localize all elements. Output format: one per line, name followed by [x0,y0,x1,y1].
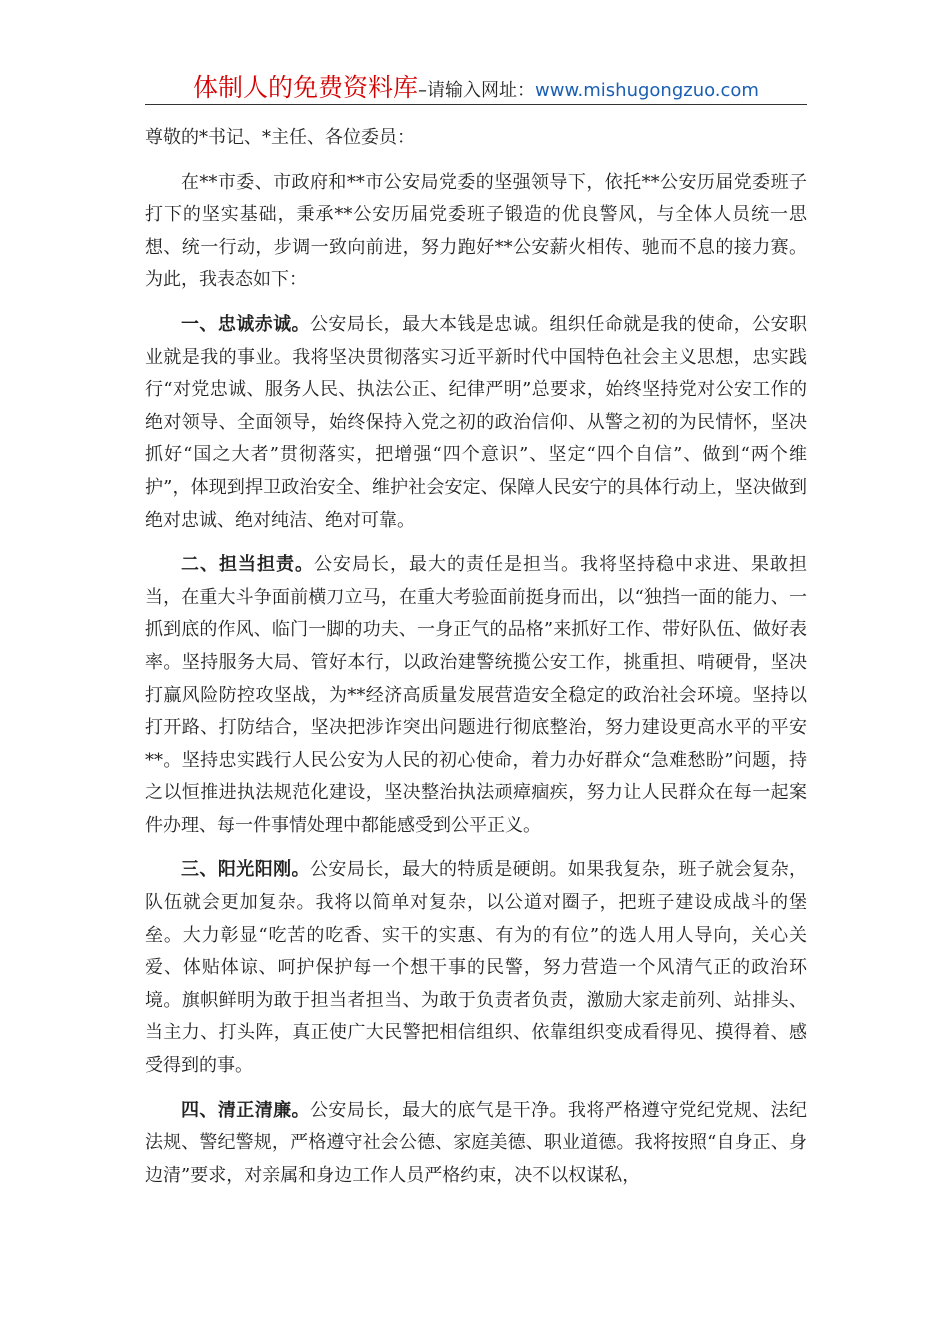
section-title-3: 三、阳光阳刚。 [181,859,310,881]
header-brand-title: 体制人的免费资料库 [193,73,419,102]
document-body [145,122,807,1204]
section-paragraph-1 [145,309,807,537]
section-paragraph-2 [145,549,807,842]
section-body-3: 公安局长，最大的特质是硬朗。如果我复杂，班子就会复杂，队伍就会更加复杂。我将以简单对复杂，以公道对圈子，把班子建设成战斗的堡垒。大力彰显“吃苦的吃香、实干的实惠、有为的有位”的选人用人导向，关心关爱、体贴体谅、呵护保护每一个想干事的民警，努力营造一个风清气正的政治环境。旗帜鲜明为敢于担当者担当、为敢于负责者负责，激励大家走前列、站排头、当主力、打头阵，真正使广大民警把相信组织、依靠组织变成看得见、摸得着、感受得到的事。 [145,859,808,1077]
page-header [145,68,807,105]
section-title-1: 一、忠诚赤诚。 [181,313,310,335]
section-paragraph-3 [145,854,807,1082]
intro-paragraph: 在**市委、市政府和**市公安局党委的坚强领导下，依托**公安历届党委班子打下的坚实基础，秉承**公安历届党委班子锻造的优良警风，与全体人员统一思想、统一行动，步调一致向前进，努力跑好**公安薪火相传、驰而不息的接力赛。为此，我表态如下： [145,171,807,291]
section-body-2: 公安局长，最大的责任是担当。我将坚持稳中求进、果敢担当，在重大斗争面前横刀立马，在重大考验面前挺身而出，以“独挡一面的能力、一抓到底的作风、临门一脚的功夫、一身正气的品格”来抓好工作、带好队伍、做好表率。坚持服务大局、管好本行，以政治建警统揽公安工作，挑重担、啃硬骨，坚决打赢风险防控攻坚战，为**经济高质量发展营造安全稳定的政治社会环境。坚持以打开路、打防结合，坚决把涉诈突出问题进行彻底整治，努力建设更高水平的平安**。坚持忠实践行人民公安为人民的初心使命，着力办好群众“急难愁盼”问题，持之以恒推进执法规范化建设，坚决整治执法顽瘴痼疾，努力让人民群众在每一起案件办理、每一件事情处理中都能感受到公平正义。 [145,554,807,836]
header-url-link[interactable]: www.mishugongzuo.com [535,80,759,101]
header-url-prompt: –请输入网址： [418,80,536,101]
section-body-4: 公安局长，最大的底气是干净。我将严格遵守党纪党规、法纪法规、警纪警规，严格遵守社会公德、家庭美德、职业道德。我将按照“自身正、身边清”要求，对亲属和身边工作人员严格约束，决不以权谋私， [145,1099,808,1186]
section-paragraph-4 [145,1095,807,1193]
section-title-4: 四、清正清廉。 [181,1099,310,1121]
section-title-2: 二、担当担责。 [181,554,314,576]
salutation: 尊敬的*书记、*主任、各位委员： [145,127,415,148]
section-body-1: 公安局长，最大本钱是忠诚。组织任命就是我的使命，公安职业就是我的事业。我将坚决贯彻落实习近平新时代中国特色社会主义思想，忠实践行“对党忠诚、服务人民、执法公正、纪律严明”总要求，始终坚持党对公安工作的绝对领导、全面领导，始终保持入党之初的政治信仰、从警之初的为民情怀，坚决抓好“国之大者”贯彻落实，把增强“四个意识”、坚定“四个自信”、做到“两个维护”，体现到捍卫政治安全、维护社会安定、保障人民安宁的具体行动上，坚决做到绝对忠诚、绝对纯洁、绝对可靠。 [145,313,808,531]
